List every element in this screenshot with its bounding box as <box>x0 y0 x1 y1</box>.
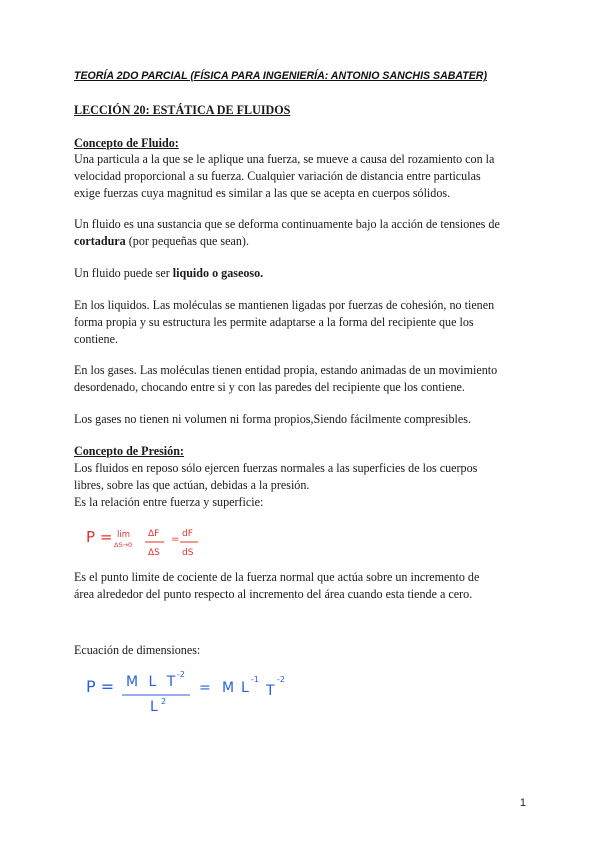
formula-lim: lim <box>117 530 131 540</box>
dim-denominator: L <box>150 699 158 715</box>
formula-frac2-den: dS <box>182 548 194 558</box>
fluid-paragraph-3 <box>74 265 534 282</box>
text-run: Un fluido puede ser <box>74 266 173 280</box>
dim-num-exp: -2 <box>177 670 185 679</box>
dim-rhs-l: L <box>241 680 249 696</box>
pressure-heading: Concepto de Presión: <box>74 444 184 458</box>
text-line: Una particula a la que se le aplique una fuerza, se mueve a causa del rozamiento con la <box>74 152 495 166</box>
bold-term: cortadura <box>74 234 126 249</box>
formula-frac1-num: ΔF <box>148 529 160 539</box>
fluid-paragraph-4 <box>74 297 534 349</box>
dim-rhs-t: T <box>266 683 275 699</box>
text-line: desordenado, chocando entre si y con las paredes del recipiente que los contiene. <box>74 380 465 395</box>
fluid-paragraph-1 <box>74 151 534 203</box>
pressure-paragraph-2 <box>74 569 534 603</box>
pressure-paragraph-3 <box>74 642 534 659</box>
text-line <box>74 265 534 282</box>
formula-lhs: P = <box>86 528 113 546</box>
dim-rhs-m: M <box>222 680 235 696</box>
text-line: Los gases no tienen ni volumen ni forma propios,Siendo fácilmente compresibles. <box>74 412 471 426</box>
formula-frac2-num: dF <box>182 529 193 539</box>
formula-lim-sub: ΔS→0 <box>114 541 133 549</box>
text-line: Es la relación entre fuerza y superficie: <box>74 495 264 510</box>
fluid-paragraph-6 <box>74 411 534 428</box>
text-line: En los liquidos. Las moléculas se mantienen ligadas por fuerzas de cohesión, no tienen <box>74 298 495 312</box>
text-line: contiene. <box>74 332 118 347</box>
text-line: área alrededor del punto respecto al incremento del área cuando esta tiende a cero. <box>74 587 473 602</box>
text-line <box>74 233 534 250</box>
formula-frac1-den: ΔS <box>148 548 160 558</box>
text-line: Un fluido es una sustancia que se deforma continuamente bajo la acción de tensiones de <box>74 217 500 231</box>
text-line: forma propia y su estructura les permite adaptarse a la forma del recipiente que los <box>74 315 474 330</box>
fluid-heading: Concepto de Fluido: <box>74 136 179 150</box>
dim-numerator: M L T <box>126 674 179 690</box>
pressure-limit-formula <box>84 520 214 564</box>
fluid-paragraph-2 <box>74 216 534 250</box>
page-number: 1 <box>519 797 526 809</box>
bold-term: liquido o gaseoso. <box>172 266 264 280</box>
text-line: exige fuerzas cuya magnitud es similar a las que se acepta en cuerpos sólidos. <box>74 186 451 201</box>
lesson-title: LECCIÓN 20: ESTÁTICA DE FLUIDOS <box>74 103 291 117</box>
dim-den-exp: 2 <box>161 697 167 706</box>
text-line: Es el punto limite de cociente de la fuerza normal que actúa sobre un incremento de <box>74 570 480 584</box>
text-line: En los gases. Las moléculas tienen entidad propia, estando animadas de un movimiento <box>74 363 498 377</box>
dim-lhs: P = <box>86 677 115 696</box>
fluid-paragraph-5 <box>74 362 534 396</box>
dim-rhs-t-exp: -2 <box>277 675 285 684</box>
pressure-paragraph-1 <box>74 460 534 512</box>
text-line: Ecuación de dimensiones: <box>74 643 201 657</box>
formula-equals: = <box>171 534 180 545</box>
text-line: velocidad proporcional a su fuerza. Cualquier variación de distancia entre particulas <box>74 169 481 184</box>
text-line: Los fluidos en reposo sólo ejercen fuerzas normales a las superficies de los cuerpos <box>74 461 478 475</box>
text-line: libres, sobre las que actúan, debidas a la presión. <box>74 478 310 493</box>
dim-equals: = <box>199 680 211 696</box>
dimension-formula <box>86 667 306 717</box>
dim-rhs-l-exp: -1 <box>251 675 259 684</box>
text-run: (por pequeñas que sean). <box>125 234 249 249</box>
document-header: TEORÍA 2DO PARCIAL (FÍSICA PARA INGENIERÍA: ANTONIO SANCHIS SABATER) <box>74 70 487 82</box>
